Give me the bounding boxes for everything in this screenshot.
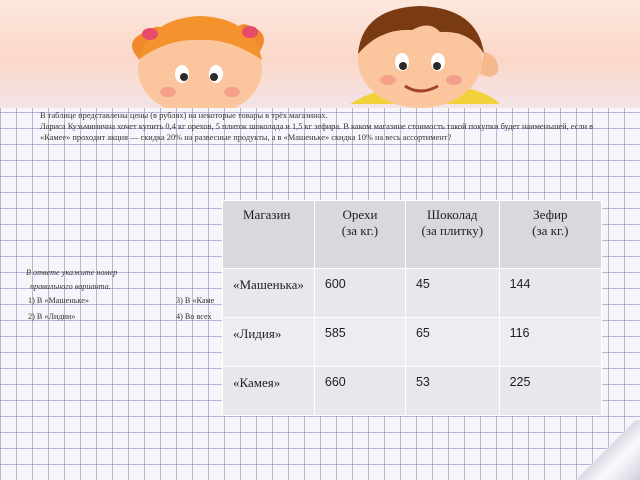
nuts-price-cell: 600 <box>314 269 405 318</box>
answer-option-3: 3) В «Каме <box>176 296 215 305</box>
girl-figure <box>132 16 264 108</box>
answer-options-block <box>26 266 226 326</box>
nuts-price-cell: 660 <box>314 367 405 416</box>
header-marshmallow-unit: (за кг.) <box>532 223 569 238</box>
cartoon-children-image <box>0 0 640 108</box>
answer-hint <box>26 266 176 294</box>
header-chocolate-label: Шоколад <box>427 207 478 222</box>
store-cell: «Камея» <box>223 367 315 416</box>
nuts-price-cell: 585 <box>314 318 405 367</box>
header-nuts-label: Орехи <box>342 207 378 222</box>
page-curl-decoration <box>570 420 640 480</box>
chocolate-price-cell: 45 <box>405 269 499 318</box>
table-row <box>223 269 602 318</box>
chocolate-price-cell: 65 <box>405 318 499 367</box>
answer-option-2: 2) В «Лидии» <box>28 312 76 321</box>
marshmallow-price-cell: 225 <box>499 367 601 416</box>
problem-statement <box>40 110 625 143</box>
store-cell: «Лидия» <box>223 318 315 367</box>
answer-option-4: 4) Во всех <box>176 312 212 321</box>
boy-figure <box>350 6 500 108</box>
table-row <box>223 318 602 367</box>
price-table <box>222 200 602 416</box>
header-chocolate <box>405 201 499 269</box>
header-nuts <box>314 201 405 269</box>
header-marshmallow <box>499 201 601 269</box>
problem-text: Лариса Кузьминична хочет купить 0,4 кг орехов, 5 плиток шоколада и 1,5 кг зефира. В каком магазине стоимость такой покупки будет наименьшей, если в «Камее» проходит акция — скидка 20% на развесные продукты, а в «Машеньке» скидка 10% на весь ассортимент? <box>40 122 594 142</box>
table-header-row <box>223 201 602 269</box>
header-nuts-unit: (за кг.) <box>341 223 379 238</box>
header-illustration <box>0 0 640 108</box>
chocolate-price-cell: 53 <box>405 367 499 416</box>
answer-option-1: 1) В «Машеньке» <box>28 296 89 305</box>
problem-intro-line: В таблице представлены цены (в рублях) на некоторые товары в трёх магазинах. <box>40 111 328 120</box>
answer-hint-line-2: правильного варианта. <box>30 282 111 291</box>
header-store-label: Магазин <box>243 207 291 222</box>
store-cell: «Машенька» <box>223 269 315 318</box>
header-chocolate-unit: (за плитку) <box>421 223 484 238</box>
marshmallow-price-cell: 116 <box>499 318 601 367</box>
table-row <box>223 367 602 416</box>
answer-hint-line-1: В ответе укажите номер <box>26 268 118 277</box>
marshmallow-price-cell: 144 <box>499 269 601 318</box>
header-marshmallow-label: Зефир <box>533 207 568 222</box>
header-store <box>223 201 315 269</box>
